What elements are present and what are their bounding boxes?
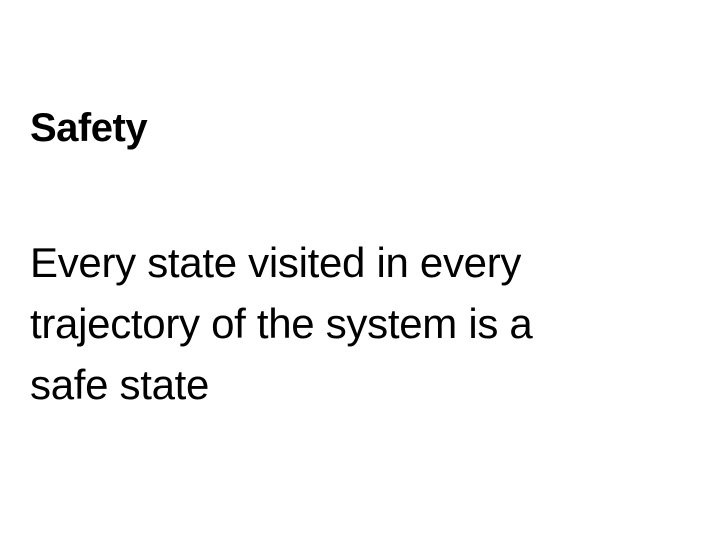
slide-title: Safety [30,106,148,150]
body-line-1: Every state visited in every [30,239,522,286]
body-line-2: trajectory of the system is a [30,300,533,347]
body-line-3: safe state [30,361,210,408]
slide-body [30,232,680,415]
